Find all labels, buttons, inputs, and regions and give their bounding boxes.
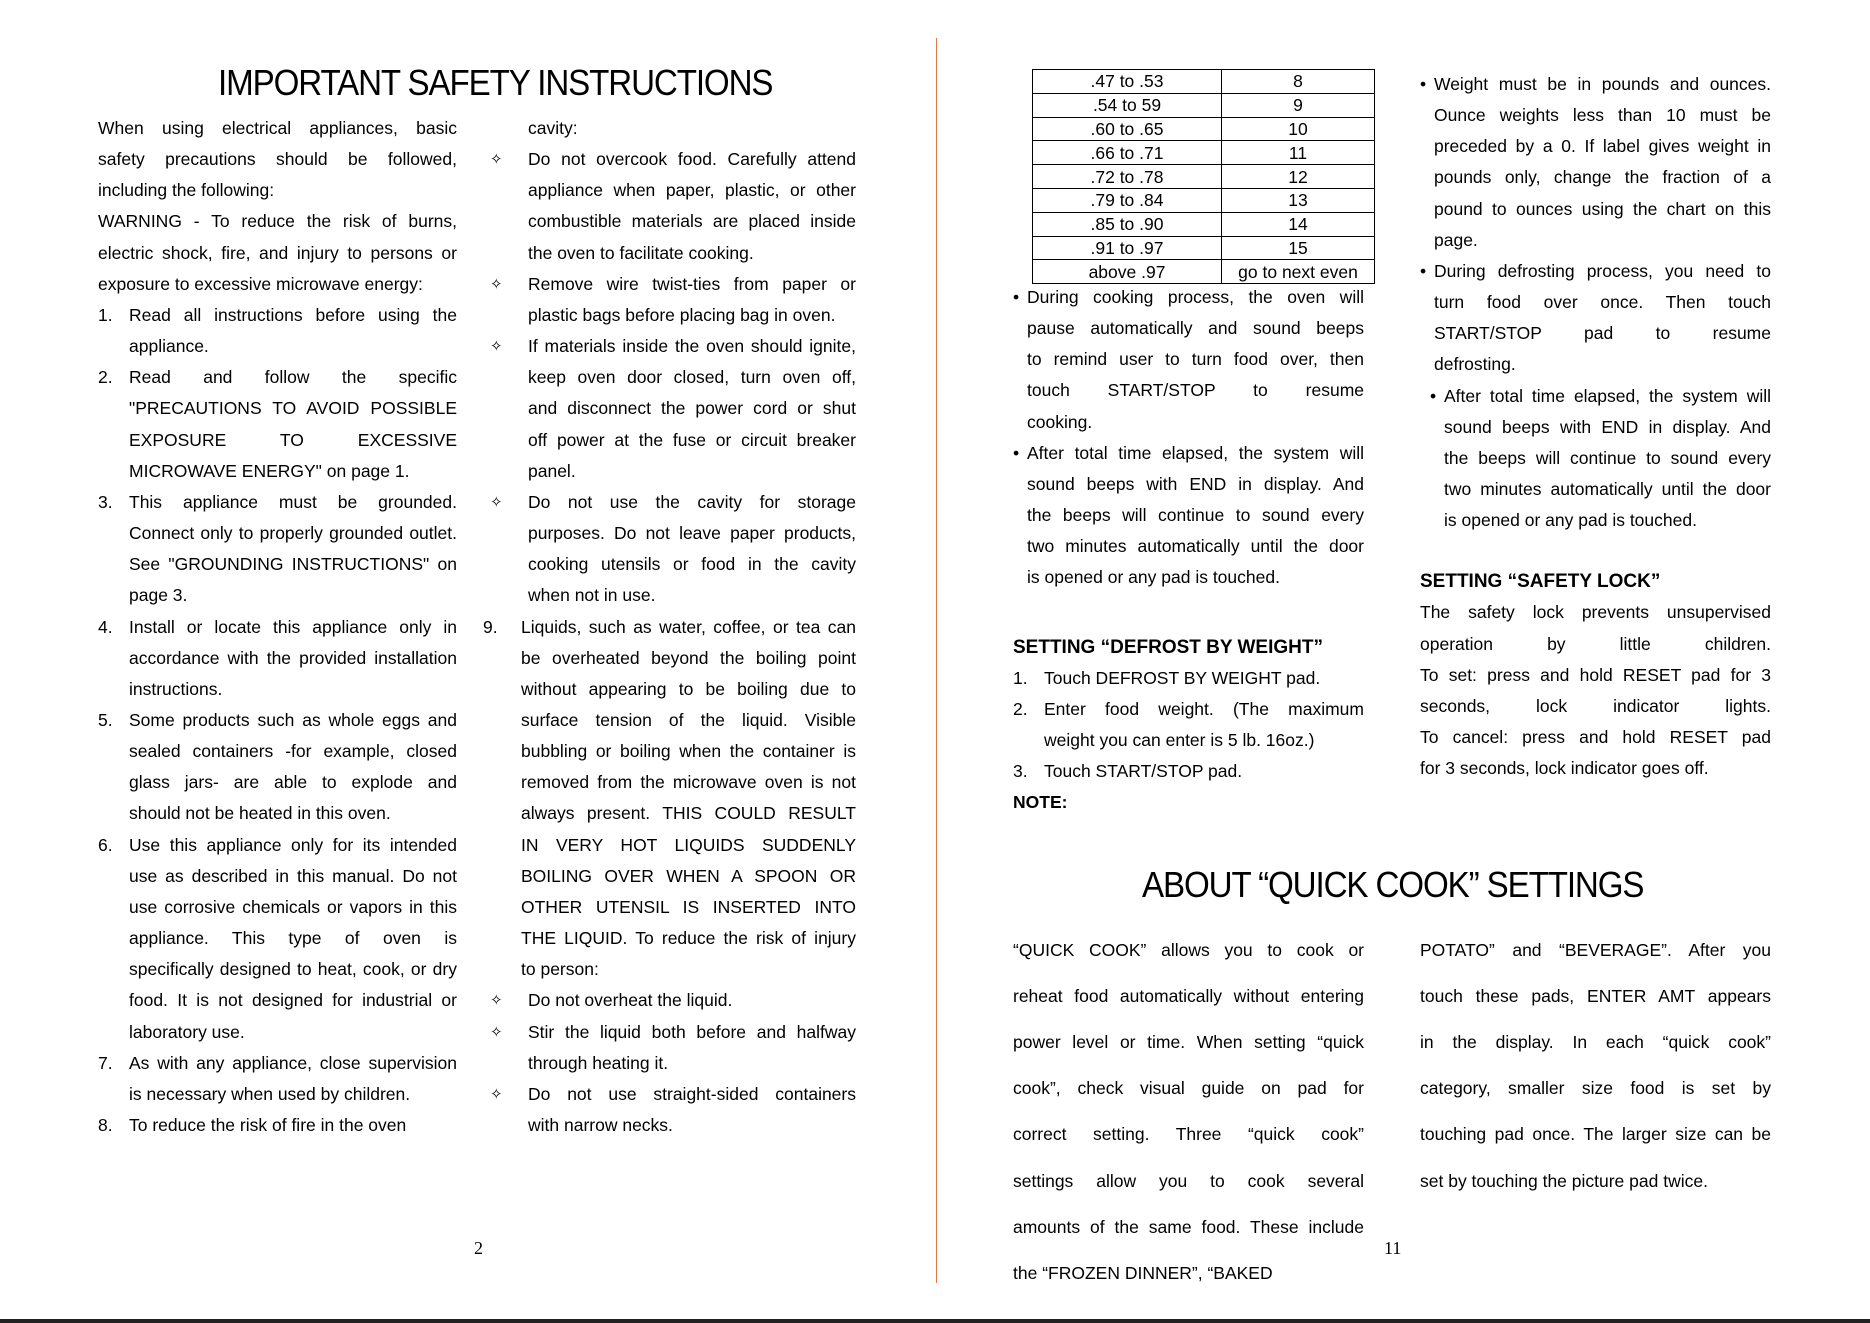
text-line: pound to ounces using the chart on this xyxy=(1434,198,1771,219)
ounces-cell: 8 xyxy=(1222,70,1375,94)
quick-cook-line: amounts of the same food. These include xyxy=(1013,1216,1364,1237)
text-line: cooking utensils or food in the cavity xyxy=(528,554,856,575)
diamond-bullet-icon: ✧ xyxy=(490,275,503,293)
safety-lock-line: operation by little children. xyxy=(1420,633,1771,654)
text-line: bubbling or boiling when the container is xyxy=(521,741,856,762)
page-divider xyxy=(936,38,937,1283)
item-number: 7. xyxy=(98,1052,113,1073)
quick-cook-line: touch these pads, ENTER AMT appears xyxy=(1420,985,1771,1006)
chart-row xyxy=(1033,70,1375,94)
diamond-bullet-icon: ✧ xyxy=(490,1085,503,1103)
safety-item xyxy=(98,1048,457,1110)
item-number: 5. xyxy=(98,709,113,730)
item-text xyxy=(129,300,457,362)
text-line: Install or locate this appliance only in xyxy=(129,616,457,637)
text-line: removed from the microwave oven is not xyxy=(521,772,856,793)
safety-lock-line: seconds, lock indicator lights. xyxy=(1420,695,1771,716)
text-line: panel. xyxy=(528,460,576,481)
item-number: 3. xyxy=(98,491,113,512)
page-title: IMPORTANT SAFETY INSTRUCTIONS xyxy=(218,62,773,103)
fraction-cell: .72 to .78 xyxy=(1033,165,1222,189)
fraction-cell: .66 to .71 xyxy=(1033,141,1222,165)
text-line: sound beeps with END in display. And xyxy=(1444,416,1771,437)
safety-item xyxy=(98,362,457,487)
warning-line: WARNING - To reduce the risk of burns, xyxy=(98,211,457,232)
text-line: Touch START/STOP pad. xyxy=(1044,761,1243,782)
item-text xyxy=(528,269,856,331)
text-line: appliance. xyxy=(129,336,209,357)
note-bullet xyxy=(1420,69,1771,256)
sub-precaution xyxy=(490,1079,856,1141)
ounces-cell: 15 xyxy=(1222,236,1375,260)
text-line: Stir the liquid both before and halfway xyxy=(528,1021,856,1042)
warning-line: exposure to excessive microwave energy: xyxy=(98,273,423,294)
text-line: Do not overheat the liquid. xyxy=(528,990,733,1011)
text-line: two minutes automatically until the door xyxy=(1027,536,1364,557)
quick-cook-line: the “FROZEN DINNER”, “BAKED xyxy=(1013,1262,1273,1283)
ounces-cell: 13 xyxy=(1222,188,1375,212)
note-label: NOTE: xyxy=(1013,792,1068,813)
text-line: pounds only, change the fraction of a xyxy=(1434,167,1771,188)
quick-cook-line: set by touching the picture pad twice. xyxy=(1420,1170,1708,1191)
text-line: plastic bags before placing bag in oven. xyxy=(528,304,836,325)
text-line: instructions. xyxy=(129,678,223,699)
item-text xyxy=(528,331,856,487)
text-line: appliance. This type of oven is xyxy=(129,928,457,949)
chart-row xyxy=(1033,165,1375,189)
fraction-cell: .85 to .90 xyxy=(1033,212,1222,236)
item-number: 2. xyxy=(1013,698,1028,719)
item-text xyxy=(521,612,856,986)
text-line: off power at the fuse or circuit breaker xyxy=(528,429,856,450)
left-column-2 xyxy=(483,113,856,1141)
text-line: sealed containers -for example, closed xyxy=(129,741,457,762)
safety-item xyxy=(98,1110,457,1141)
chart-row xyxy=(1033,188,1375,212)
safety-item xyxy=(483,612,856,986)
sub-precaution xyxy=(490,144,856,269)
text-line: EXPOSURE TO EXCESSIVE xyxy=(129,429,457,450)
text-line: sound beeps with END in display. And xyxy=(1027,473,1364,494)
quick-cook-title: ABOUT “QUICK COOK” SETTINGS xyxy=(1142,864,1644,905)
text-line: the beeps will continue to sound every xyxy=(1027,505,1364,526)
item-text xyxy=(1044,694,1364,756)
right-column-1 xyxy=(1013,282,1364,818)
text-line: Use this appliance only for its intended xyxy=(129,834,457,855)
item-number: 2. xyxy=(98,367,113,388)
item-text xyxy=(129,487,457,612)
item-number: 1. xyxy=(98,304,113,325)
chart-row xyxy=(1033,260,1375,284)
item-number: 4. xyxy=(98,616,113,637)
text-line: use corrosive chemicals or vapors in this xyxy=(129,896,457,917)
note-bullet xyxy=(1013,282,1364,438)
item-text xyxy=(1044,663,1364,694)
page-number-left: 2 xyxy=(474,1238,483,1258)
text-line: purposes. Do not leave paper products, xyxy=(528,523,856,544)
text-line: to remind user to turn food over, then xyxy=(1027,349,1364,370)
bullet-icon: • xyxy=(1430,385,1437,406)
text-line: keep oven door closed, turn oven off, xyxy=(528,367,856,388)
sub-precaution xyxy=(490,487,856,612)
fraction-cell: .60 to .65 xyxy=(1033,117,1222,141)
ounces-cell: 11 xyxy=(1222,141,1375,165)
safety-item xyxy=(98,830,457,1048)
quick-cook-line: “QUICK COOK” allows you to cook or xyxy=(1013,939,1364,960)
text-line: Remove wire twist-ties from paper or xyxy=(528,273,856,294)
item-number: 1. xyxy=(1013,667,1028,688)
safety-lock-line: To set: press and hold RESET pad for 3 xyxy=(1420,664,1771,685)
quick-cook-line: cook”, check visual guide on pad for xyxy=(1013,1078,1364,1099)
text-line: laboratory use. xyxy=(129,1021,245,1042)
fraction-cell: .47 to .53 xyxy=(1033,70,1222,94)
text-line: to person: xyxy=(521,959,599,980)
text-line: IN VERY HOT LIQUIDS SUDDENLY xyxy=(521,834,856,855)
chart-row xyxy=(1033,93,1375,117)
text-line: During defrosting process, you need to xyxy=(1434,260,1771,281)
item-text xyxy=(129,612,457,705)
text-line: Some products such as whole eggs and xyxy=(129,709,457,730)
item-text xyxy=(129,1110,457,1141)
sub-precaution xyxy=(490,1017,856,1079)
left-column-1 xyxy=(98,113,457,1141)
quick-cook-line: reheat food automatically without entering xyxy=(1013,985,1364,1006)
text-line: Weight must be in pounds and ounces. xyxy=(1434,74,1771,94)
ounces-cell: 14 xyxy=(1222,212,1375,236)
text-line: Read and follow the specific xyxy=(129,367,457,388)
note-bullet xyxy=(1013,438,1364,594)
text-line: Ounce weights less than 10 must be xyxy=(1434,105,1771,126)
defrost-heading: SETTING “DEFROST BY WEIGHT” xyxy=(1013,636,1323,658)
text-line: always present. THIS COULD RESULT xyxy=(521,803,856,824)
item-number: 3. xyxy=(1013,761,1028,782)
text-line: when not in use. xyxy=(528,585,656,606)
quick-cook-line: in the display. In each “quick cook” xyxy=(1420,1031,1771,1052)
item-text xyxy=(1044,756,1364,787)
text-line: touch START/STOP to resume xyxy=(1027,380,1364,401)
text-line: appliance when paper, plastic, or other xyxy=(528,180,856,201)
quick-cook-column-2 xyxy=(1420,918,1771,1213)
diamond-bullet-icon: ✧ xyxy=(490,151,503,169)
sub-precaution xyxy=(490,269,856,331)
diamond-bullet-icon: ✧ xyxy=(490,1023,503,1041)
chart-row xyxy=(1033,141,1375,165)
text-line: OTHER UTENSIL IS INSERTED INTO xyxy=(521,896,856,917)
item-9-wrap xyxy=(483,612,856,986)
text-line: If materials inside the oven should ignite, xyxy=(528,336,856,357)
text-line: "PRECAUTIONS TO AVOID POSSIBLE xyxy=(129,398,457,419)
safety-lock-line: for 3 seconds, lock indicator goes off. xyxy=(1420,758,1709,779)
text-line: two minutes automatically until the door xyxy=(1444,479,1771,500)
text-line: After total time elapsed, the system will xyxy=(1444,385,1771,406)
fraction-cell: .91 to .97 xyxy=(1033,236,1222,260)
text-line: BOILING OVER WHEN A SPOON OR xyxy=(521,865,856,886)
bullet-icon: • xyxy=(1420,260,1427,281)
text-line: with narrow necks. xyxy=(528,1115,673,1135)
text-line: the oven to facilitate cooking. xyxy=(528,242,754,263)
scan-edge xyxy=(0,1319,1870,1323)
item-text xyxy=(129,705,457,830)
item-text xyxy=(1444,381,1771,537)
item-text xyxy=(129,830,457,1048)
bullet-icon: • xyxy=(1013,287,1020,307)
text-line: cooking. xyxy=(1027,411,1093,432)
safety-item xyxy=(98,612,457,705)
bullet-icon: • xyxy=(1420,74,1427,94)
intro-line: including the following: xyxy=(98,180,275,201)
text-line: is opened or any pad is touched. xyxy=(1444,510,1697,531)
continued-text: cavity: xyxy=(528,118,578,138)
text-line: through heating it. xyxy=(528,1052,669,1073)
bullet-icon: • xyxy=(1013,442,1020,463)
text-line: page. xyxy=(1434,229,1478,250)
item-text xyxy=(1434,256,1771,381)
safety-item xyxy=(98,487,457,612)
quick-cook-line: touching pad once. The larger size can be xyxy=(1420,1124,1771,1145)
text-line: pause automatically and sound beeps xyxy=(1027,318,1364,339)
text-line: turn food over once. Then touch xyxy=(1434,292,1771,313)
fraction-cell: .54 to 59 xyxy=(1033,93,1222,117)
warning-line: electric shock, fire, and injury to persons or xyxy=(98,242,457,263)
text-line: and disconnect the power cord or shut xyxy=(528,398,856,419)
ounces-cell: 12 xyxy=(1222,165,1375,189)
text-line: food. It is not designed for industrial or xyxy=(129,990,457,1011)
item-text xyxy=(1027,282,1364,438)
text-line: During cooking process, the oven will xyxy=(1027,287,1364,307)
quick-cook-line: POTATO” and “BEVERAGE”. After you xyxy=(1420,939,1771,960)
intro-line: When using electrical appliances, basic xyxy=(98,118,457,138)
text-line: After total time elapsed, the system will xyxy=(1027,442,1364,463)
note-bullet xyxy=(1430,381,1771,537)
text-line: specifically designed to heat, cook, or dry xyxy=(129,959,457,980)
item-text xyxy=(129,362,457,487)
safety-lock-line: The safety lock prevents unsupervised xyxy=(1420,602,1771,623)
item-text xyxy=(1027,438,1364,594)
item-number: 6. xyxy=(98,834,113,855)
text-line: is necessary when used by children. xyxy=(129,1083,411,1104)
text-line: weight you can enter is 5 lb. 16oz.) xyxy=(1044,729,1315,750)
spacer xyxy=(1013,594,1364,632)
text-line: To reduce the risk of fire in the oven xyxy=(129,1115,407,1135)
defrost-step xyxy=(1013,694,1364,756)
quick-cook-line: settings allow you to cook several xyxy=(1013,1170,1364,1191)
note-bullet xyxy=(1420,256,1771,381)
safety-lock-heading: SETTING “SAFETY LOCK” xyxy=(1420,571,1661,593)
item-text xyxy=(528,144,856,269)
chart-row xyxy=(1033,236,1375,260)
text-line: Do not use straight-sided containers xyxy=(528,1083,856,1104)
text-line: Liquids, such as water, coffee, or tea can xyxy=(521,616,856,637)
item-text xyxy=(528,1017,856,1079)
text-line: surface tension of the liquid. Visible xyxy=(521,709,856,730)
text-line: glass jars- are able to explode and xyxy=(129,772,457,793)
fraction-cell: above .97 xyxy=(1033,260,1222,284)
text-line: is opened or any pad is touched. xyxy=(1027,567,1280,588)
defrost-step xyxy=(1013,663,1364,694)
text-line: page 3. xyxy=(129,585,188,606)
intro-line: safety precautions should be followed, xyxy=(98,149,457,170)
spacer xyxy=(1420,536,1771,566)
ounces-cell: 10 xyxy=(1222,117,1375,141)
item-text xyxy=(129,1048,457,1110)
text-line: accordance with the provided installation xyxy=(129,647,457,668)
page-number-right: 11 xyxy=(1384,1238,1402,1258)
item-text xyxy=(528,985,856,1016)
chart-row xyxy=(1033,117,1375,141)
text-line: MICROWAVE ENERGY" on page 1. xyxy=(129,460,410,481)
diamond-bullet-icon: ✧ xyxy=(490,338,503,356)
item-number: 9. xyxy=(483,616,498,637)
right-column-2 xyxy=(1420,69,1771,784)
text-line: Do not use the cavity for storage xyxy=(528,491,856,512)
safety-item xyxy=(98,705,457,830)
text-line: See "GROUNDING INSTRUCTIONS" on xyxy=(129,554,457,575)
ounces-cell: go to next even xyxy=(1222,260,1375,284)
text-line: the beeps will continue to sound every xyxy=(1444,447,1771,468)
sub-precaution xyxy=(490,331,856,487)
text-line: without appearing to be boiling due to xyxy=(521,678,856,699)
text-line: Connect only to properly grounded outlet. xyxy=(129,523,457,544)
text-line: use as described in this manual. Do not xyxy=(129,865,457,886)
item-text xyxy=(1434,69,1771,256)
text-line: START/STOP pad to resume xyxy=(1434,323,1771,344)
item-number: 8. xyxy=(98,1115,113,1135)
text-line: combustible materials are placed inside xyxy=(528,211,856,232)
text-line: defrosting. xyxy=(1434,354,1516,375)
text-line: THE LIQUID. To reduce the risk of injury xyxy=(521,928,856,949)
diamond-bullet-icon: ✧ xyxy=(490,992,503,1010)
fraction-cell: .79 to .84 xyxy=(1033,188,1222,212)
item-text xyxy=(528,487,856,612)
quick-cook-column-1 xyxy=(1013,918,1364,1305)
quick-cook-line: correct setting. Three “quick cook” xyxy=(1013,1124,1364,1145)
safety-item xyxy=(98,300,457,362)
defrost-step xyxy=(1013,756,1364,787)
text-line: be overheated beyond the boiling point xyxy=(521,647,856,668)
text-line: should not be heated in this oven. xyxy=(129,803,391,824)
text-line: preceded by a 0. If label gives weight in xyxy=(1434,136,1771,157)
quick-cook-line: category, smaller size food is set by xyxy=(1420,1078,1771,1099)
text-line: Touch DEFROST BY WEIGHT pad. xyxy=(1044,667,1321,688)
ounces-cell: 9 xyxy=(1222,93,1375,117)
text-line: Enter food weight. (The maximum xyxy=(1044,698,1364,719)
quick-cook-line: power level or time. When setting “quick xyxy=(1013,1031,1364,1052)
weight-conversion-chart xyxy=(1032,69,1375,284)
text-line: As with any appliance, close supervision xyxy=(129,1052,457,1073)
chart-row xyxy=(1033,212,1375,236)
sub-precaution xyxy=(490,985,856,1016)
safety-lock-line: To cancel: press and hold RESET pad xyxy=(1420,726,1771,747)
text-line: Read all instructions before using the xyxy=(129,304,457,325)
text-line: This appliance must be grounded. xyxy=(129,491,457,512)
text-line: Do not overcook food. Carefully attend xyxy=(528,149,856,170)
diamond-bullet-icon: ✧ xyxy=(490,493,503,511)
item-text xyxy=(528,1079,856,1141)
